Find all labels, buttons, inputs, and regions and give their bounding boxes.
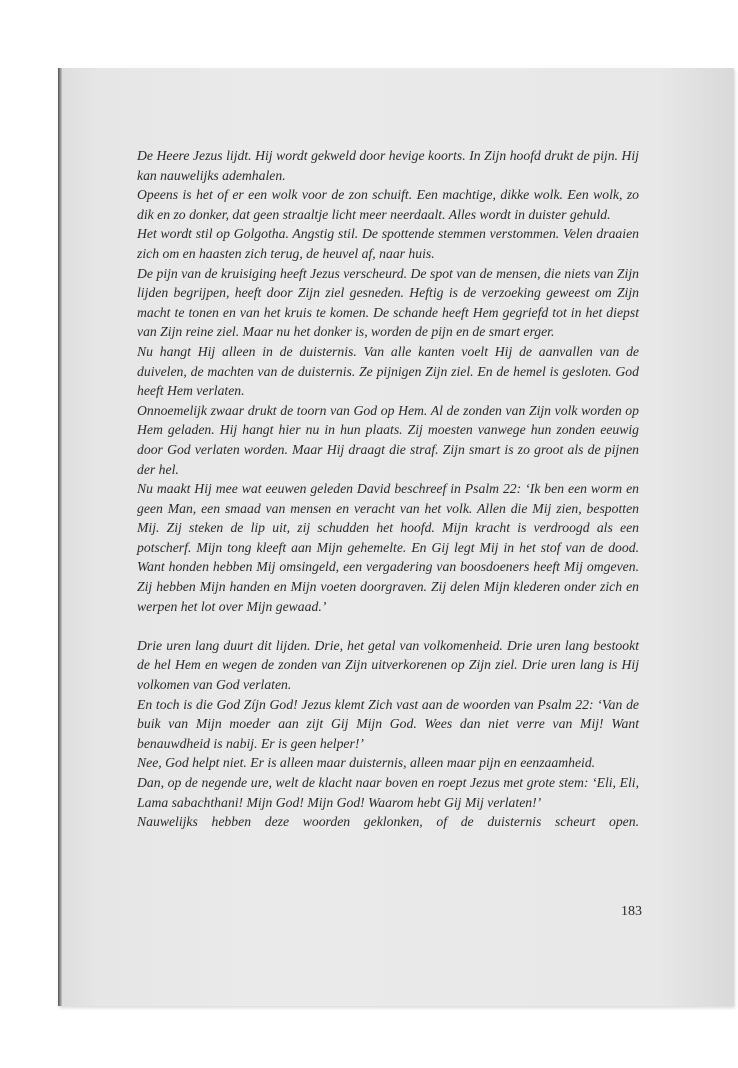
paragraph-7: Nu maakt Hij mee wat eeuwen geleden David beschreef in Psalm 22: ‘Ik ben een worm en geen Man, een smaad van mensen en veracht van het volk. Allen die Mij zien, bespotten Mij. Zij steken de lip uit, zij schudden het hoofd. Mijn kracht is verdroogd als een potscherf. Mijn tong kleeft aan Mijn gehemelte. En Gij legt Mij in het stof van de dood. Want honden hebben Mij omsingeld, een vergadering van boosdoeners heeft Mij omgeven. Zij hebben Mijn handen en Mijn voeten doorgraven. Zij delen Mijn klederen onder zich en werpen het lot over Mijn gewaad.’ xyxy=(137,481,639,614)
paragraph-9: En toch is die God Zíjn God! Jezus klemt Zich vast aan de woorden van Psalm 22: ‘Van de buik van Mijn moeder aan zijt Gij Mijn God. Wees dan niet verre van Mij! Want benauwdheid is nabij. Er is geen helper!’ xyxy=(137,696,639,751)
paragraph-2: Opeens is het of er een wolk voor de zon schuift. Een machtige, dikke wolk. Een wolk, zo dik en zo donker, dat geen straaltje licht meer neerdaalt. Alles wordt in duister gehuld. xyxy=(137,187,639,222)
paragraph-10: Nee, God helpt niet. Er is alleen maar duisternis, alleen maar pijn en eenzaamheid. xyxy=(137,755,596,771)
paragraph-11: Dan, op de negende ure, welt de klacht naar boven en roept Jezus met grote stem: ‘Eli, Eli, Lama sabachthani! Mijn God! Mijn God! Waarom hebt Gij Mij verlaten!’ xyxy=(137,775,639,810)
paragraph-3: Het wordt stil op Golgotha. Angstig stil. De spottende stemmen verstommen. Velen draaien zich om en haasten zich terug, de heuvel af, naar huis. xyxy=(137,226,639,261)
paragraph-6: Onnoemelijk zwaar drukt de toorn van God op Hem. Al de zonden van Zijn volk worden op Hem geladen. Hij hangt hier nu in hun plaats. Zij moesten vanwege hun zonden eeuwig door God verlaten worden. Maar Hij draagt die straf. Zijn smart is zo groot als de pijnen der hel. xyxy=(137,402,639,477)
section-gap xyxy=(137,616,639,636)
paragraph-8: Drie uren lang duurt dit lijden. Drie, het getal van volkomenheid. Drie uren lang bestookt de hel Hem en wegen de zonden van Zijn uitverkorenen op Zijn ziel. Drie uren lang is Hij volkomen van God verlaten. xyxy=(137,637,639,693)
paragraph-4: De pijn van de kruisiging heeft Jezus verscheurd. De spot van de mensen, die niets van Zijn lijden begrijpen, heeft door Zijn ziel gesneden. Heftig is de verzoeking geweest om Zijn macht te tonen en van het kruis te komen. De schande heeft Hem gegriefd tot in het diepst van Zijn reine ziel. Maar nu het donker is, worden de pijn en de smart erger. xyxy=(137,265,639,340)
body-text xyxy=(137,146,639,832)
page-number: 183 xyxy=(621,904,642,919)
paragraph-5: Nu hangt Hij alleen in de duisternis. Van alle kanten voelt Hij de aanvallen van de duivelen, de machten van de duisternis. Ze pijnigen Zijn ziel. En de hemel is gesloten. God heeft Hem verlaten. xyxy=(137,343,639,399)
paragraph-12: Nauwelijks hebben deze woorden geklonken, of de duisternis scheurt open. xyxy=(137,814,639,830)
paragraph-1: De Heere Jezus lijdt. Hij wordt gekweld door hevige koorts. In Zijn hoofd drukt de pijn. Hij kan nauwelijks ademhalen. xyxy=(137,148,639,183)
outer-margin xyxy=(0,68,58,1006)
page-spine-shadow xyxy=(58,68,62,1006)
